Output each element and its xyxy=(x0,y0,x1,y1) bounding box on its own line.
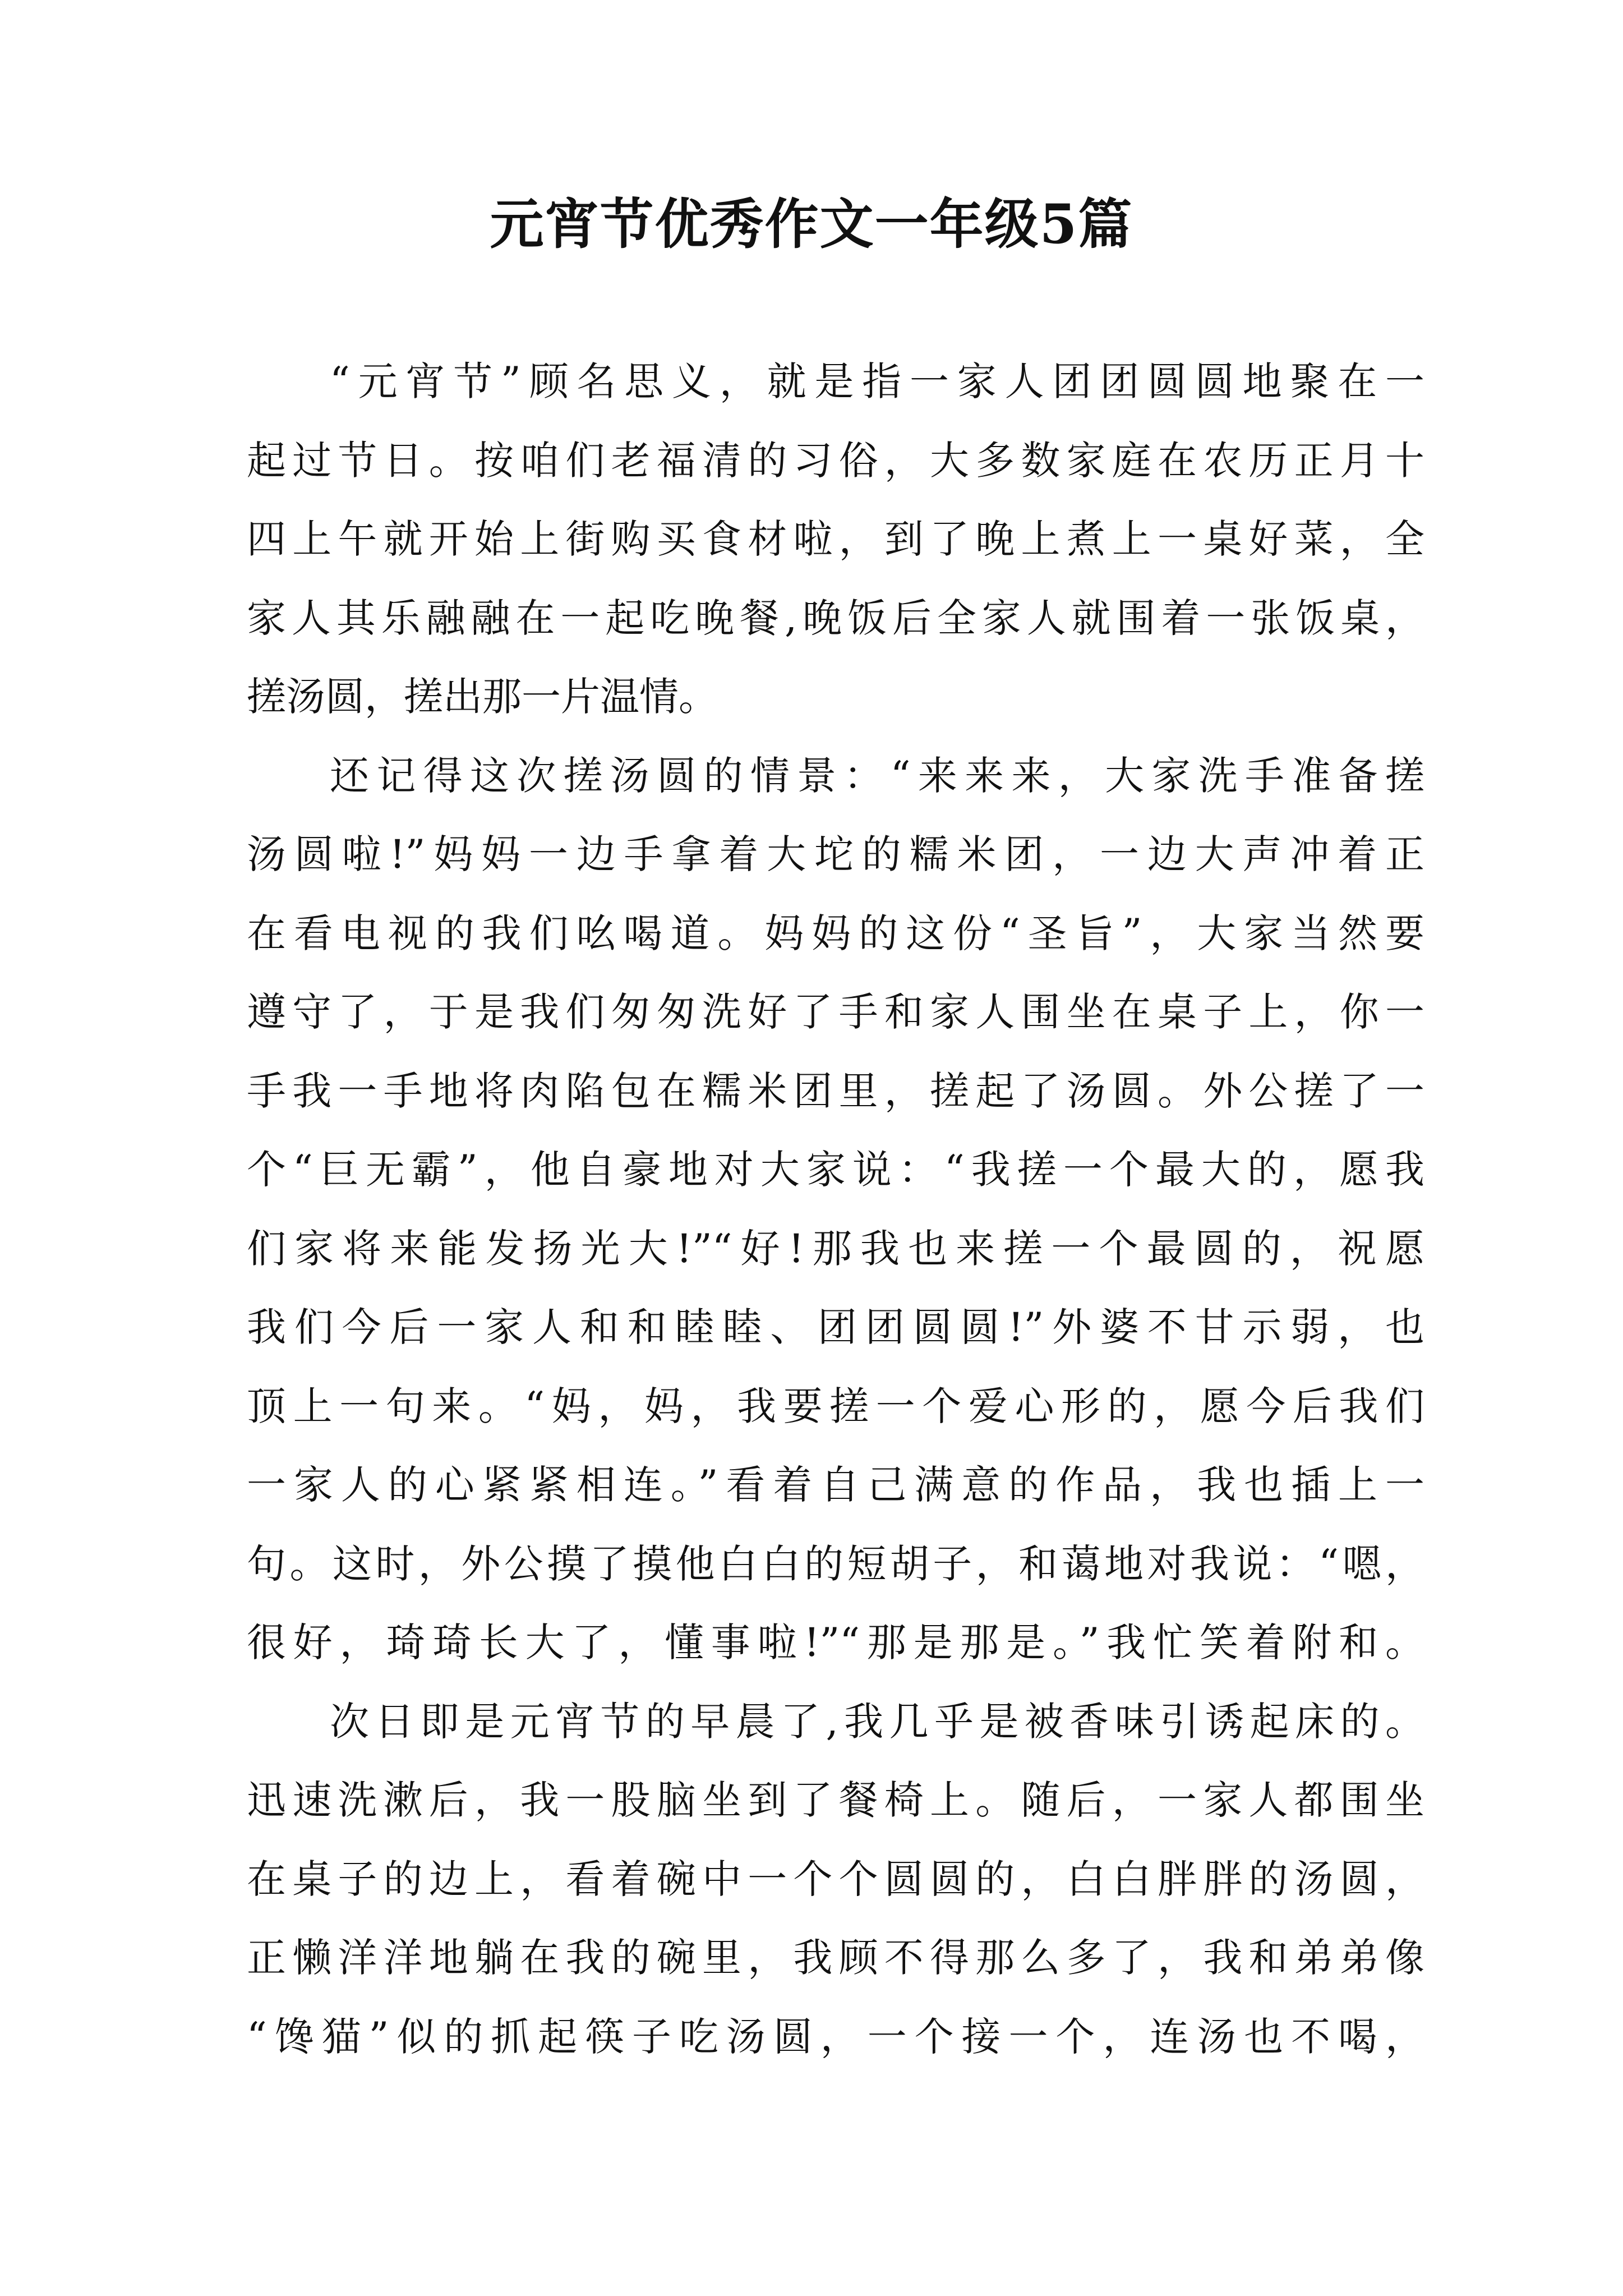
text-line: 正懒洋洋地躺在我的碗里，我顾不得那么多了，我和弟弟像 xyxy=(247,1935,1424,1981)
text-line: “元宵节”顾名思义，就是指一家人团团圆圆地聚在一 xyxy=(330,358,1424,404)
text-line: 很好，琦琦长大了，懂事啦!”“那是那是。”我忙笑着附和。 xyxy=(247,1619,1424,1665)
text-line: 顶上一句来。“妈，妈，我要搓一个爱心形的，愿今后我们 xyxy=(247,1383,1424,1429)
text-line: 个“巨无霸”，他自豪地对大家说：“我搓一个最大的，愿我 xyxy=(247,1147,1424,1193)
document-title: 元宵节优秀作文一年级5篇 xyxy=(490,192,1133,256)
text-line: 手我一手地将肉陷包在糯米团里，搓起了汤圆。外公搓了一 xyxy=(247,1068,1424,1114)
text-line: 一家人的心紧紧相连。”看着自己满意的作品，我也插上一 xyxy=(247,1462,1424,1508)
text-line: 我们今后一家人和和睦睦、团团圆圆!”外婆不甘示弱，也 xyxy=(247,1304,1424,1350)
text-line: 四上午就开始上街购买食材啦，到了晚上煮上一桌好菜，全 xyxy=(247,516,1424,562)
body-text xyxy=(247,342,1424,2076)
text-line: “馋猫”似的抓起筷子吃汤圆，一个接一个，连汤也不喝， xyxy=(247,2013,1424,2060)
text-line: 在桌子的边上，看着碗中一个个圆圆的，白白胖胖的汤圆， xyxy=(247,1856,1424,1902)
text-line: 遵守了，于是我们匆匆洗好了手和家人围坐在桌子上，你一 xyxy=(247,989,1424,1035)
text-line: 还记得这次搓汤圆的情景：“来来来，大家洗手准备搓 xyxy=(330,752,1424,799)
text-line: 家人其乐融融在一起吃晚餐,晚饭后全家人就围着一张饭桌， xyxy=(247,595,1424,641)
text-line: 汤圆啦!”妈妈一边手拿着大坨的糯米团，一边大声冲着正 xyxy=(247,831,1424,877)
text-line: 搓汤圆，搓出那一片温情。 xyxy=(247,674,718,720)
text-line: 们家将来能发扬光大!”“好!那我也来搓一个最圆的，祝愿 xyxy=(247,1225,1424,1272)
text-line: 在看电视的我们吆喝道。妈妈的这份“圣旨”，大家当然要 xyxy=(247,910,1424,956)
text-line: 起过节日。按咱们老福清的习俗，大多数家庭在农历正月十 xyxy=(247,437,1424,484)
text-line: 次日即是元宵节的早晨了,我几乎是被香味引诱起床的。 xyxy=(330,1698,1424,1745)
text-line: 迅速洗漱后，我一股脑坐到了餐椅上。随后，一家人都围坐 xyxy=(247,1777,1424,1823)
text-line: 句。这时，外公摸了摸他白白的短胡子，和蔼地对我说：“嗯， xyxy=(247,1540,1424,1587)
